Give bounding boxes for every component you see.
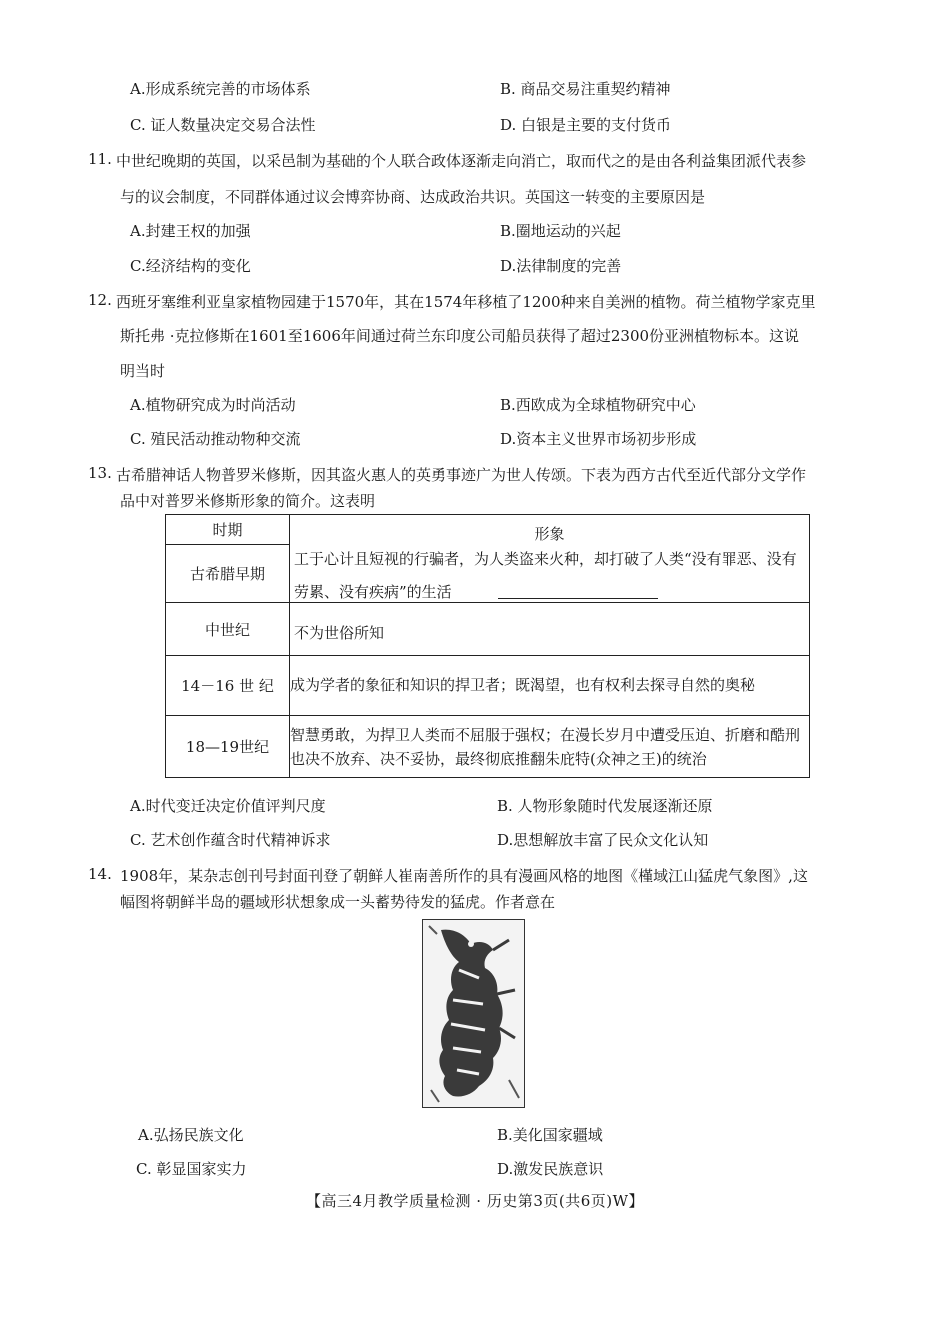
table-row-period: 中世纪 [166, 603, 290, 656]
table-row-period: 古希腊早期 [166, 545, 290, 603]
q12-option-d: D.资本主义世界市场初步形成 [500, 430, 697, 448]
q14-option-d: D.激发民族意识 [497, 1160, 604, 1178]
q10-option-a: A.形成系统完善的市场体系 [130, 80, 311, 98]
q14-option-b: B.美化国家疆域 [497, 1126, 603, 1144]
q14-option-c: C. 彰显国家实力 [136, 1160, 247, 1178]
q12-stem-line3: 明当时 [120, 362, 166, 380]
table-row-image-ancient: 工于心计且短视的行骗者，为人类盗来火种，却打破了人类“没有罪恶、没有劳累、没有疾病”的生活 [294, 550, 797, 601]
q10-option-c: C. 证人数量决定交易合法性 [130, 116, 316, 134]
q10-option-d: D. 白银是主要的支付货币 [500, 116, 672, 134]
q10-option-b: B. 商品交易注重契约精神 [500, 80, 671, 98]
q11-stem-line1: 中世纪晚期的英国，以采邑制为基础的个人联合政体逐渐走向消亡，取而代之的是由各利益集团派代表参 [116, 152, 807, 170]
tiger-map-image [422, 919, 525, 1108]
q13-stem-line1: 古希腊神话人物普罗米修斯，因其盗火惠人的英勇事迹广为世人传颂。下表为西方古代至近代部分文学作 [116, 466, 807, 484]
q12-option-b: B.西欧成为全球植物研究中心 [500, 396, 696, 414]
q11-option-d: D.法律制度的完善 [500, 257, 622, 275]
q14-stem-line1: 1908年，某杂志创刊号封面刊登了朝鲜人崔南善所作的具有漫画风格的地图《槿域江山猛虎气象图》,这 [120, 867, 808, 885]
q11-option-a: A.封建王权的加强 [130, 222, 251, 240]
q13-number: 13. [88, 464, 112, 482]
q14-number: 14. [88, 865, 112, 883]
q12-option-a: A.植物研究成为时尚活动 [130, 396, 296, 414]
table-header-image-label: 形象 [534, 525, 565, 543]
table-row-period: 14－16 世 纪 [166, 656, 290, 716]
q13-option-b: B. 人物形象随时代发展逐渐还原 [497, 797, 713, 815]
blank-line [498, 598, 658, 599]
q14-option-a: A.弘扬民族文化 [138, 1126, 244, 1144]
q14-stem-line2: 幅图将朝鲜半岛的疆域形状想象成一头蓄势待发的猛虎。作者意在 [120, 893, 556, 911]
table-row-period: 18—19世纪 [166, 716, 290, 778]
q13-option-c: C. 艺术创作蕴含时代精神诉求 [130, 831, 331, 849]
q11-stem-line2: 与的议会制度，不同群体通过议会博弈协商、达成政治共识。英国这一转变的主要原因是 [120, 188, 706, 206]
table-row-image [290, 550, 810, 656]
q13-stem-line2: 品中对普罗米修斯形象的简介。这表明 [120, 492, 376, 510]
table-header-period: 时期 [166, 515, 290, 545]
q12-stem-line2: 斯托弗 ·克拉修斯在1601至1606年间通过荷兰东印度公司船员获得了超过2300份亚洲植物标本。这说 [120, 327, 800, 345]
q13-option-a: A.时代变迁决定价值评判尺度 [130, 797, 326, 815]
q12-number: 12. [88, 291, 112, 309]
q11-option-c: C.经济结构的变化 [130, 257, 251, 275]
tiger-map-illustration [423, 920, 524, 1107]
q11-number: 11. [88, 150, 112, 168]
table-row-image-medieval: 不为世俗所知 [294, 624, 385, 642]
q11-option-b: B.圈地运动的兴起 [500, 222, 621, 240]
table-row-image: 成为学者的象征和知识的捍卫者；既渴望，也有权利去探寻自然的奥秘 [290, 656, 810, 716]
q13-option-d: D.思想解放丰富了民众文化认知 [497, 831, 709, 849]
q12-stem-line1: 西班牙塞维利亚皇家植物园建于1570年，其在1574年移植了1200种来自美洲的植物。荷兰植物学家克里 [116, 293, 816, 311]
table-row-image: 智慧勇敢，为捍卫人类而不屈服于强权；在漫长岁月中遭受压迫、折磨和酷刑也决不放弃、决不妥协，最终彻底推翻朱庇特(众神之王)的统治 [290, 716, 810, 778]
q12-option-c: C. 殖民活动推动物种交流 [130, 430, 301, 448]
prometheus-table [165, 514, 810, 778]
page-footer: 【高三4月教学质量检测 · 历史第3页(共6页)W】 [305, 1192, 645, 1210]
